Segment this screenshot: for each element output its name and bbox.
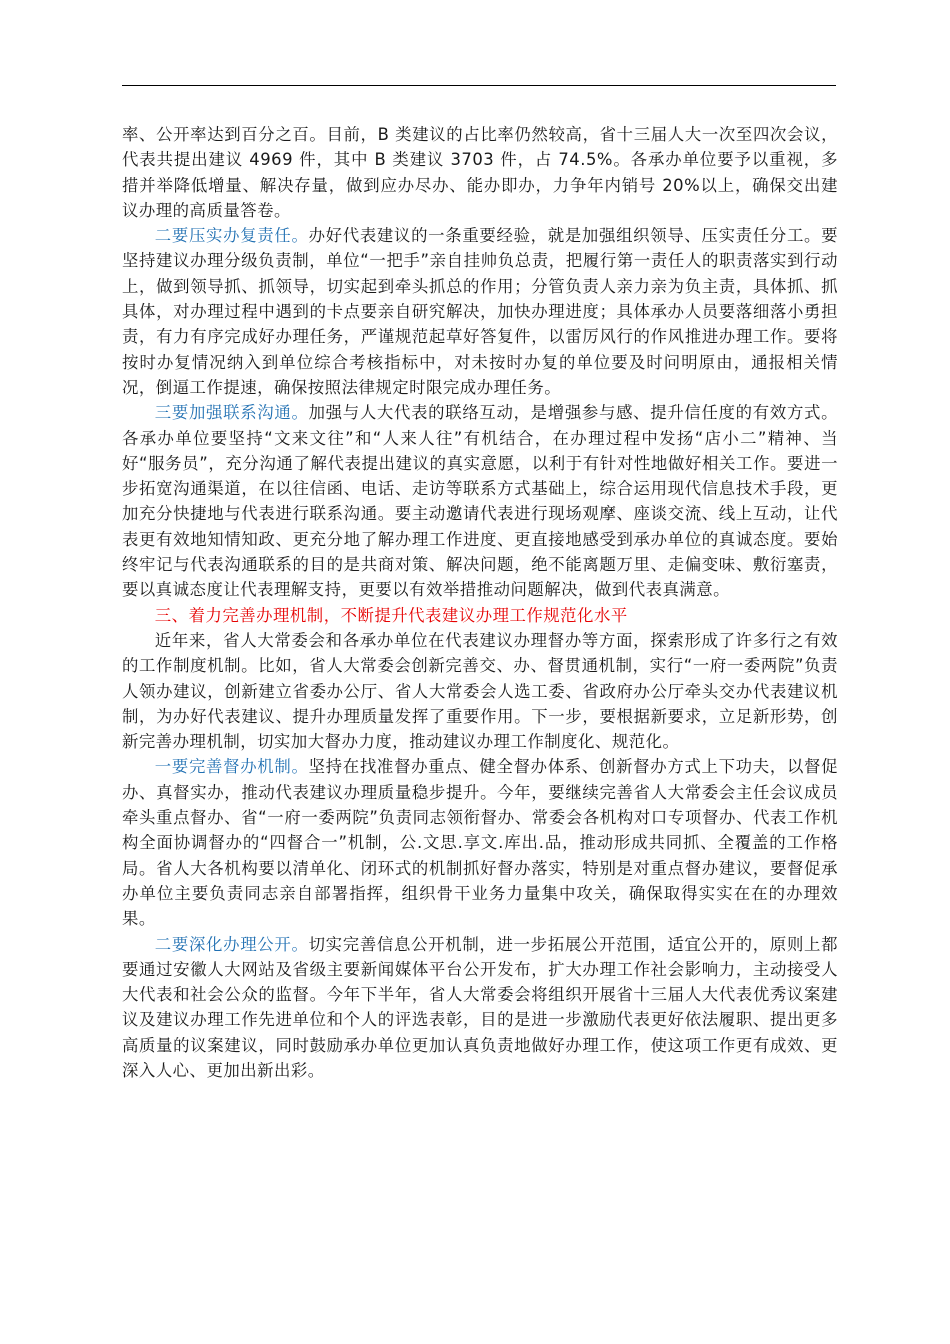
section-heading-text: 三、着力完善办理机制，不断提升代表建议办理工作规范化水平	[154, 605, 628, 625]
paragraph-continuation	[122, 122, 838, 223]
paragraph-communication	[122, 400, 838, 602]
paragraph-text: 切实完善信息公开机制，进一步拓展公开范围，适宜公开的，原则上都要通过安徽人大网站及省级主要新闻媒体平台公开发布，扩大办理工作社会影响力，主动接受人大代表和社会公众的监督。今年下半年，省人大常委会将组织开展省十三届人大代表优秀议案建议及建议办理工作先进单位和个人的评选表彰，目的是进一步激励代表更好依法履职、提出更多高质量的议案建议，同时鼓励承办单位更加认真负责地做好办理工作，使这项工作更有成效、更深入人心、更加出新出彩。	[122, 934, 838, 1080]
paragraph-text: 加强与人大代表的联络互动，是增强参与感、提升信任度的有效方式。各承办单位要坚持“文来文往”和“人来人往”有机结合，在办理过程中发扬“店小二”精神、当好“服务员”，充分沟通了解代表提出建议的真实意愿，以利于有针对性地做好相关工作。要进一步拓宽沟通渠道，在以往信函、电话、走访等联系方式基础上，综合运用现代信息技术手段，更加充分快捷地与代表进行联系沟通。要主动邀请代表进行现场观摩、座谈交流、线上互动，让代表更有效地知情知政、更充分地了解办理工作进度、更直接地感受到承办单位的真诚态度。要始终牢记与代表沟通联系的目的是共商对策、解决问题，绝不能离题万里、走偏变味、敷衍塞责，要以真诚态度让代表理解支持，更要以有效举措推动问题解决，做到代表真满意。	[122, 403, 838, 600]
paragraph-lead-phrase: 二要深化办理公开。	[154, 934, 309, 954]
paragraph-text: 坚持在找准督办重点、健全督办体系、创新督办方式上下功夫，以督促办、真督实办，推动代表建议办理质量稳步提升。今年，要继续完善省人大常委会主任会议成员牵头重点督办、省“一府一委两院”负责同志领衔督办、常委会各机构对口专项督办、代表工作机构全面协调督办的“四督合一”机制，公.文思.享文.库出.品，推动形成共同抓、全覆盖的工作格局。省人大各机构要以清单化、闭环式的机制抓好督办落实，特别是对重点督办建议，要督促承办单位主要负责同志亲自部署指挥，组织骨干业务力量集中攻关，确保取得实实在在的办理效果。	[122, 757, 838, 929]
paragraph-lead-phrase: 三要加强联系沟通。	[154, 403, 309, 423]
paragraph-responsibility	[122, 223, 838, 400]
section-heading	[122, 603, 838, 628]
paragraph-supervision	[122, 754, 838, 931]
paragraph-text: 率、公开率达到百分之百。目前，B 类建议的占比率仍然较高，省十三届人大一次至四次会议，代表共提出建议 4969 件，其中 B 类建议 3703 件，占 74.5%。各承办单位要予以重视，多措并举降低增量、解决存量，做到应办尽办、能办即办，力争年内销号 20%以上，确保交出建议办理的高质量答卷。	[122, 125, 838, 220]
paragraph-text: 办好代表建议的一条重要经验，就是加强组织领导、压实责任分工。要坚持建议办理分级负责制，单位“一把手”亲自挂帅负总责，把履行第一责任人的职责落实到行动上，做到领导抓、抓领导，切实起到牵头抓总的作用；分管负责人亲力亲为负主责，具体抓、抓具体，对办理过程中遇到的卡点要亲自研究解决，加快办理进度；具体承办人员要落细落小勇担责，有力有序完成好办理任务，严谨规范起草好答复件，以雷厉风行的作风推进办理工作。要将按时办复情况纳入到单位综合考核指标中，对未按时办复的单位要及时问明原由，通报相关情况，倒逼工作提速，确保按照法律规定时限完成办理任务。	[122, 226, 838, 397]
paragraph-lead-phrase: 二要压实办复责任。	[154, 226, 309, 246]
paragraph-text: 近年来，省人大常委会和各承办单位在代表建议办理督办等方面，探索形成了许多行之有效的工作制度机制。比如，省人大常委会创新完善交、办、督贯通机制，实行“一府一委两院”负责人领办建议，创新建立省委办公厅、省人大常委会人选工委、省政府办公厅牵头交办代表建议机制，为办好代表建议、提升办理质量发挥了重要作用。下一步，要根据新要求，立足新形势，创新完善办理机制，切实加大督办力度，推动建议办理工作制度化、规范化。	[122, 630, 838, 752]
paragraph-openness	[122, 932, 838, 1084]
header-rule	[122, 85, 836, 86]
document-body	[122, 122, 838, 1083]
paragraph-mechanism-intro	[122, 628, 838, 754]
paragraph-lead-phrase: 一要完善督办机制。	[154, 757, 309, 777]
